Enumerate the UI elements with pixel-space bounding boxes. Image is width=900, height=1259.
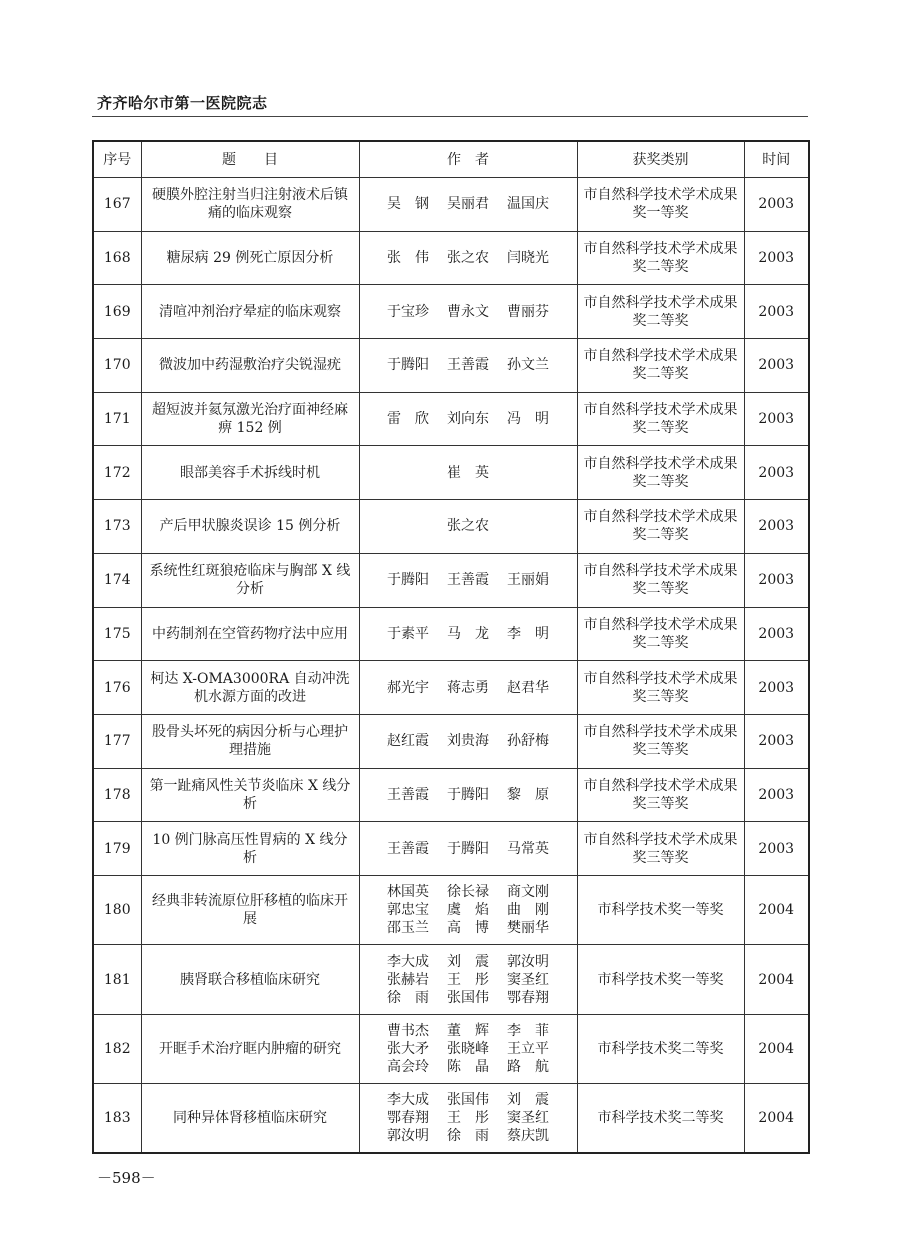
cell-authors	[359, 607, 577, 661]
table-row	[93, 553, 809, 607]
cell-year: 2003	[744, 392, 809, 446]
awards-table	[92, 140, 810, 1154]
author-name: 于腾阳	[447, 840, 489, 857]
author-name: 窦圣红	[507, 971, 549, 988]
author-name: 蔡庆凯	[507, 1128, 549, 1145]
table-row	[93, 446, 809, 500]
cell-authors	[359, 875, 577, 945]
cell-no: 176	[93, 661, 141, 715]
author-list	[364, 786, 573, 804]
cell-award: 市自然科学技术学术成果奖二等奖	[577, 607, 744, 661]
author-list	[364, 356, 573, 374]
cell-authors	[359, 500, 577, 554]
table-row	[93, 875, 809, 945]
cell-authors	[359, 945, 577, 1015]
cell-award: 市自然科学技术学术成果奖二等奖	[577, 339, 744, 393]
author-name: 吴丽君	[447, 196, 489, 213]
cell-no: 177	[93, 714, 141, 768]
author-list	[364, 464, 573, 482]
cell-no: 174	[93, 553, 141, 607]
cell-year: 2003	[744, 231, 809, 285]
cell-award: 市自然科学技术学术成果奖一等奖	[577, 178, 744, 232]
cell-title: 同种异体肾移植临床研究	[141, 1084, 359, 1154]
author-name: 张之农	[447, 518, 489, 535]
col-header-title: 题 目	[141, 141, 359, 178]
cell-year: 2003	[744, 661, 809, 715]
table-row	[93, 339, 809, 393]
author-name: 冯 明	[507, 411, 549, 428]
author-name: 郭汝明	[507, 953, 549, 970]
table-row	[93, 1084, 809, 1154]
author-name: 郭忠宝	[387, 902, 429, 919]
author-name: 于腾阳	[387, 572, 429, 589]
author-name: 王丽娟	[507, 572, 549, 589]
author-name: 马 龙	[447, 625, 489, 642]
cell-title: 中药制剂在空管药物疗法中应用	[141, 607, 359, 661]
author-name: 王善霞	[387, 786, 429, 803]
cell-no: 178	[93, 768, 141, 822]
author-name: 李大成	[387, 1092, 429, 1109]
header-rule	[92, 116, 808, 117]
cell-year: 2003	[744, 607, 809, 661]
cell-year: 2003	[744, 446, 809, 500]
author-name: 李 菲	[507, 1023, 549, 1040]
author-name: 张国伟	[447, 1092, 489, 1109]
cell-no: 182	[93, 1014, 141, 1084]
author-name: 孙文兰	[507, 357, 549, 374]
cell-year: 2004	[744, 875, 809, 945]
cell-title: 经典非转流原位肝移植的临床开展	[141, 875, 359, 945]
cell-no: 172	[93, 446, 141, 500]
cell-award: 市自然科学技术学术成果奖二等奖	[577, 392, 744, 446]
author-name: 赵君华	[507, 679, 549, 696]
col-header-no: 序号	[93, 141, 141, 178]
author-list	[364, 625, 573, 643]
cell-award: 市自然科学技术学术成果奖三等奖	[577, 714, 744, 768]
author-name: 王善霞	[387, 840, 429, 857]
author-name: 刘向东	[447, 411, 489, 428]
table-row	[93, 231, 809, 285]
cell-no: 173	[93, 500, 141, 554]
author-name: 刘 震	[447, 953, 489, 970]
author-list	[364, 883, 573, 937]
author-name: 樊丽华	[507, 920, 549, 937]
author-name: 徐长禄	[447, 884, 489, 901]
author-name: 窦圣红	[507, 1110, 549, 1127]
cell-year: 2004	[744, 1014, 809, 1084]
cell-year: 2003	[744, 500, 809, 554]
col-header-authors: 作 者	[359, 141, 577, 178]
author-name: 高会玲	[387, 1059, 429, 1076]
author-list	[364, 732, 573, 750]
author-name: 董 辉	[447, 1023, 489, 1040]
cell-authors	[359, 553, 577, 607]
author-list	[364, 840, 573, 858]
cell-title: 胰肾联合移植临床研究	[141, 945, 359, 1015]
cell-title: 糖尿病 29 例死亡原因分析	[141, 231, 359, 285]
cell-award: 市自然科学技术学术成果奖二等奖	[577, 285, 744, 339]
author-list	[364, 1091, 573, 1145]
cell-award: 市自然科学技术学术成果奖三等奖	[577, 661, 744, 715]
author-name: 刘贵海	[447, 733, 489, 750]
cell-title: 清喧冲剂治疗晕症的临床观察	[141, 285, 359, 339]
running-head-title: 齐齐哈尔市第一医院院志	[97, 94, 268, 112]
table-row	[93, 178, 809, 232]
author-name: 曹书杰	[387, 1023, 429, 1040]
cell-authors	[359, 178, 577, 232]
author-name: 崔 英	[447, 464, 489, 481]
cell-award: 市科学技术奖一等奖	[577, 945, 744, 1015]
cell-title: 10 例门脉高压性胃病的 X 线分析	[141, 822, 359, 876]
cell-no: 168	[93, 231, 141, 285]
table-row	[93, 661, 809, 715]
cell-no: 170	[93, 339, 141, 393]
table-row	[93, 1014, 809, 1084]
author-list	[364, 195, 573, 213]
table-row	[93, 945, 809, 1015]
author-name: 邵玉兰	[387, 920, 429, 937]
author-name: 曹永文	[447, 303, 489, 320]
author-name: 孙舒梅	[507, 733, 549, 750]
table-row	[93, 392, 809, 446]
author-name: 张大矛	[387, 1041, 429, 1058]
cell-award: 市自然科学技术学术成果奖二等奖	[577, 446, 744, 500]
cell-no: 183	[93, 1084, 141, 1154]
cell-authors	[359, 285, 577, 339]
cell-award: 市科学技术奖二等奖	[577, 1014, 744, 1084]
cell-title: 产后甲状腺炎误诊 15 例分析	[141, 500, 359, 554]
author-name: 张之农	[447, 250, 489, 267]
cell-year: 2003	[744, 285, 809, 339]
author-name: 王善霞	[447, 357, 489, 374]
table-row	[93, 714, 809, 768]
author-name: 张 伟	[387, 250, 429, 267]
author-name: 雷 欣	[387, 411, 429, 428]
author-list	[364, 571, 573, 589]
cell-authors	[359, 1084, 577, 1154]
author-name: 黎 原	[507, 786, 549, 803]
author-name: 张晓峰	[447, 1041, 489, 1058]
cell-title: 硬膜外腔注射当归注射液术后镇痛的临床观察	[141, 178, 359, 232]
author-name: 陈 晶	[447, 1059, 489, 1076]
author-name: 郭汝明	[387, 1128, 429, 1145]
author-name: 张赫岩	[387, 971, 429, 988]
author-name: 刘 震	[507, 1092, 549, 1109]
cell-no: 175	[93, 607, 141, 661]
cell-title: 股骨头坏死的病因分析与心理护理措施	[141, 714, 359, 768]
author-name: 张国伟	[447, 989, 489, 1006]
author-name: 徐 雨	[447, 1128, 489, 1145]
author-name: 鄂春翔	[387, 1110, 429, 1127]
cell-award: 市科学技术奖二等奖	[577, 1084, 744, 1154]
cell-award: 市自然科学技术学术成果奖二等奖	[577, 231, 744, 285]
table-row	[93, 768, 809, 822]
cell-no: 179	[93, 822, 141, 876]
author-list	[364, 410, 573, 428]
cell-year: 2003	[744, 339, 809, 393]
author-name: 温国庆	[507, 196, 549, 213]
cell-year: 2004	[744, 945, 809, 1015]
cell-no: 167	[93, 178, 141, 232]
cell-authors	[359, 1014, 577, 1084]
col-header-award: 获奖类别	[577, 141, 744, 178]
col-header-year: 时间	[744, 141, 809, 178]
cell-authors	[359, 661, 577, 715]
author-name: 王立平	[507, 1041, 549, 1058]
cell-year: 2003	[744, 178, 809, 232]
author-list	[364, 303, 573, 321]
author-name: 于腾阳	[447, 786, 489, 803]
author-name: 李大成	[387, 953, 429, 970]
author-list	[364, 249, 573, 267]
author-name: 吴 钢	[387, 196, 429, 213]
cell-authors	[359, 231, 577, 285]
cell-authors	[359, 768, 577, 822]
author-list	[364, 517, 573, 535]
cell-title: 系统性红斑狼疮临床与胸部 X 线分析	[141, 553, 359, 607]
table-row	[93, 607, 809, 661]
cell-year: 2003	[744, 822, 809, 876]
author-name: 于腾阳	[387, 357, 429, 374]
author-name: 路 航	[507, 1059, 549, 1076]
table-row	[93, 822, 809, 876]
table-row	[93, 500, 809, 554]
cell-no: 181	[93, 945, 141, 1015]
cell-authors	[359, 822, 577, 876]
cell-title: 开眶手术治疗眶内肿瘤的研究	[141, 1014, 359, 1084]
author-name: 曲 刚	[507, 902, 549, 919]
author-name: 赵红霞	[387, 733, 429, 750]
page-number: －598－	[97, 1169, 156, 1187]
author-name: 王善霞	[447, 572, 489, 589]
cell-award: 市科学技术奖一等奖	[577, 875, 744, 945]
author-list	[364, 679, 573, 697]
author-name: 王 彤	[447, 971, 489, 988]
table-row	[93, 285, 809, 339]
cell-year: 2004	[744, 1084, 809, 1154]
author-name: 于宝珍	[387, 303, 429, 320]
table-header-row	[93, 141, 809, 178]
cell-authors	[359, 714, 577, 768]
cell-no: 180	[93, 875, 141, 945]
author-name: 高 博	[447, 920, 489, 937]
author-name: 徐 雨	[387, 989, 429, 1006]
author-name: 商文刚	[507, 884, 549, 901]
cell-award: 市自然科学技术学术成果奖三等奖	[577, 822, 744, 876]
cell-award: 市自然科学技术学术成果奖二等奖	[577, 500, 744, 554]
cell-no: 169	[93, 285, 141, 339]
cell-title: 眼部美容手术拆线时机	[141, 446, 359, 500]
cell-title: 第一趾痛风性关节炎临床 X 线分析	[141, 768, 359, 822]
cell-award: 市自然科学技术学术成果奖三等奖	[577, 768, 744, 822]
author-name: 林国英	[387, 884, 429, 901]
cell-year: 2003	[744, 714, 809, 768]
cell-year: 2003	[744, 553, 809, 607]
author-name: 闫晓光	[507, 250, 549, 267]
table-body	[93, 178, 809, 1154]
cell-award: 市自然科学技术学术成果奖二等奖	[577, 553, 744, 607]
cell-title: 微波加中药湿敷治疗尖锐湿疣	[141, 339, 359, 393]
author-name: 郝光宇	[387, 679, 429, 696]
author-name: 马常英	[507, 840, 549, 857]
cell-authors	[359, 446, 577, 500]
author-name: 鄂春翔	[507, 989, 549, 1006]
author-name: 虞 焰	[447, 902, 489, 919]
author-name: 李 明	[507, 625, 549, 642]
author-name: 于素平	[387, 625, 429, 642]
cell-year: 2003	[744, 768, 809, 822]
author-name: 蒋志勇	[447, 679, 489, 696]
cell-authors	[359, 339, 577, 393]
cell-no: 171	[93, 392, 141, 446]
author-list	[364, 1022, 573, 1076]
cell-title: 超短波并氦氖激光治疗面神经麻痹 152 例	[141, 392, 359, 446]
cell-authors	[359, 392, 577, 446]
author-list	[364, 953, 573, 1007]
cell-title: 柯达 X-OMA3000RA 自动冲洗机水源方面的改进	[141, 661, 359, 715]
author-name: 王 彤	[447, 1110, 489, 1127]
author-name: 曹丽芬	[507, 303, 549, 320]
